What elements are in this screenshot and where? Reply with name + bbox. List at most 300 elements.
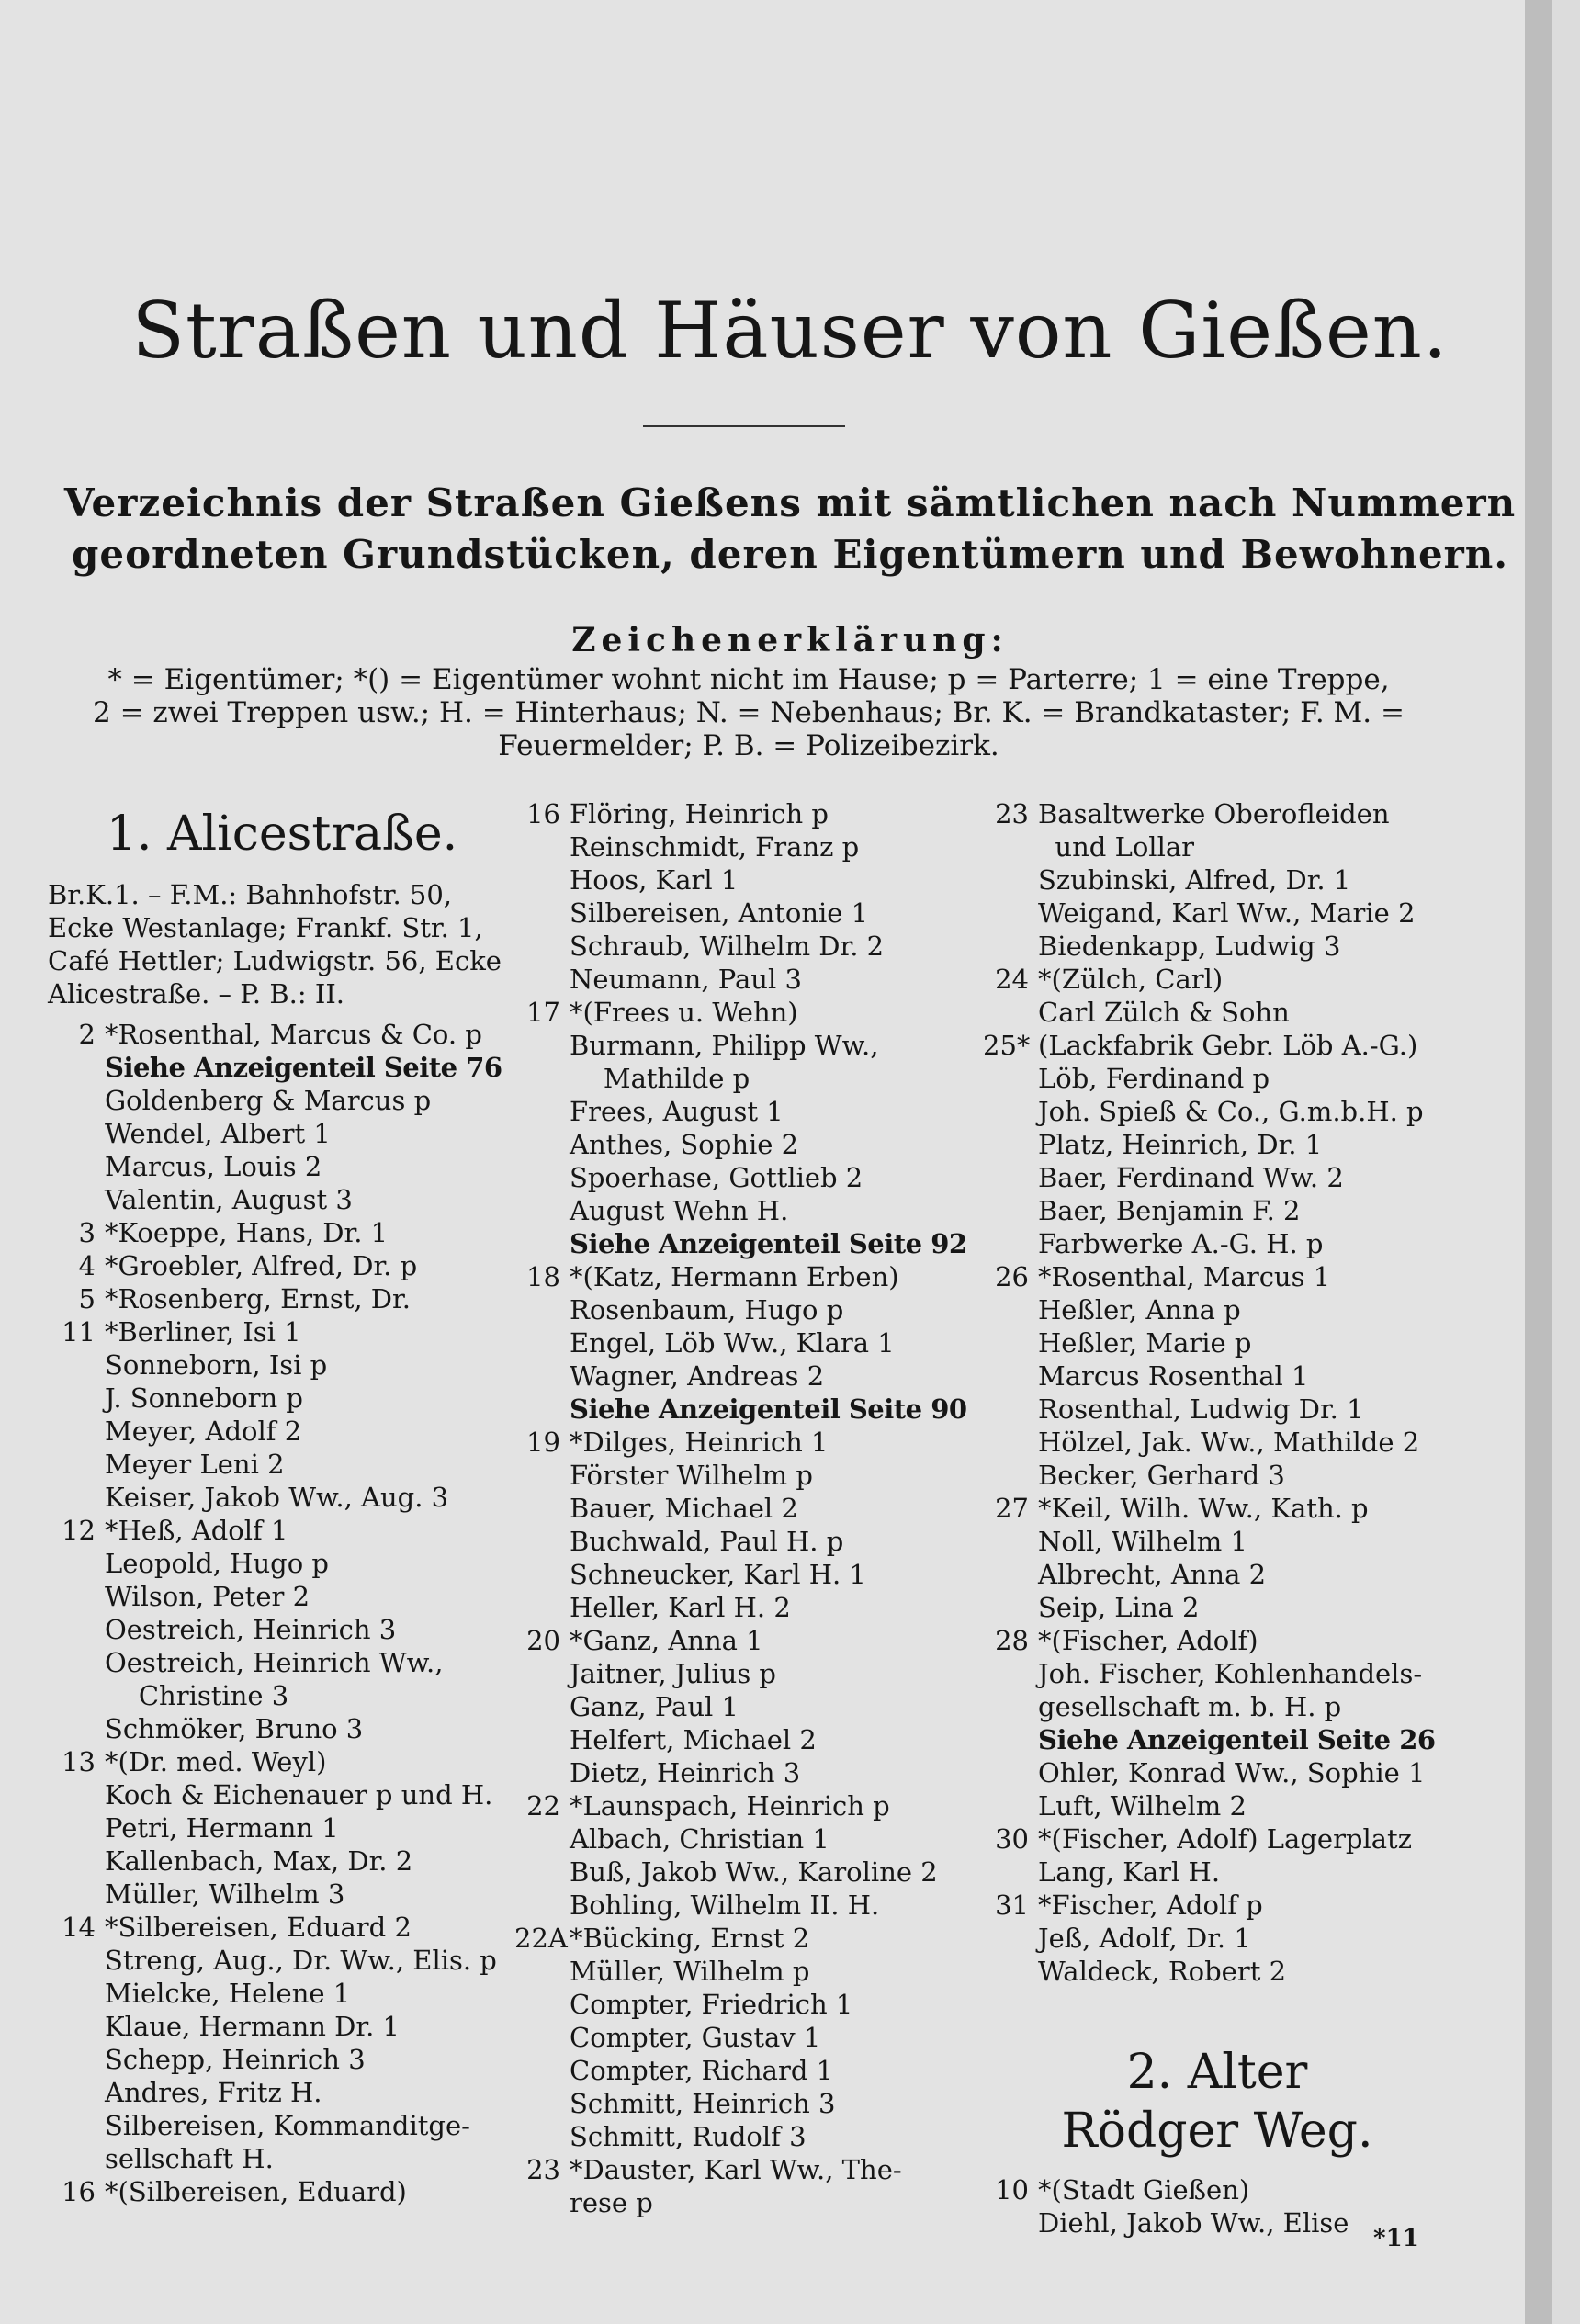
- entry-text: Marcus Rosenthal 1: [1038, 1360, 1309, 1392]
- section-title: [983, 2043, 1451, 2160]
- house-number: [514, 1194, 570, 1227]
- entry-text: Anthes, Sophie 2: [570, 1129, 799, 1160]
- house-number: [983, 1293, 1038, 1326]
- entry-text: *(Zülch, Carl): [1038, 964, 1224, 995]
- house-number: [983, 930, 1038, 963]
- entry-text: Neumann, Paul 3: [570, 964, 802, 995]
- directory-entry: [514, 1756, 983, 1789]
- directory-entry: [48, 1084, 516, 1117]
- directory-entry: [514, 1988, 983, 2021]
- entry-text: *Berliner, Isi 1: [105, 1316, 301, 1348]
- entry-text: Noll, Wilhelm 1: [1038, 1526, 1247, 1557]
- directory-entry: [514, 1789, 983, 1822]
- directory-entry: [983, 1029, 1451, 1062]
- directory-entry: [983, 1856, 1451, 1889]
- directory-entry: [514, 2054, 983, 2087]
- directory-entry: [514, 1095, 983, 1128]
- house-number: [983, 1657, 1038, 1690]
- section-title-line: Rödger Weg.: [1061, 2104, 1373, 2159]
- entry-text: Luft, Wilhelm 2: [1038, 1790, 1247, 1822]
- directory-entry: [983, 797, 1451, 830]
- entry-text: Compter, Richard 1: [570, 2055, 834, 2086]
- entry-text: Kallenbach, Max, Dr. 2: [105, 1845, 413, 1877]
- house-number: 31: [995, 1890, 1029, 1921]
- directory-entry: [514, 830, 983, 863]
- entry-text: Oestreich, Heinrich 3: [105, 1614, 397, 1645]
- house-number: [514, 1591, 570, 1624]
- directory-entry: [983, 1955, 1451, 1988]
- directory-entry: [983, 1359, 1451, 1393]
- directory-entry: [48, 1051, 516, 1084]
- directory-entry: [514, 1690, 983, 1723]
- entry-text: *Keil, Wilh. Ww., Kath. p: [1038, 1493, 1369, 1524]
- directory-entry: [983, 1095, 1451, 1128]
- directory-entry: [983, 930, 1451, 963]
- house-number: [514, 1558, 570, 1591]
- house-number: [48, 2142, 105, 2175]
- directory-entry: [983, 897, 1451, 930]
- entry-text: *Fischer, Adolf p: [1038, 1890, 1263, 1921]
- entry-text: Baer, Benjamin F. 2: [1038, 1195, 1301, 1226]
- entry-text: Löb, Ferdinand p: [1038, 1063, 1270, 1094]
- house-number: [514, 2186, 570, 2219]
- directory-entry: [514, 1459, 983, 1492]
- directory-entry: [983, 1756, 1451, 1789]
- directory-entry: [48, 2142, 516, 2175]
- house-number: [983, 830, 1038, 863]
- house-number: [48, 1448, 105, 1481]
- house-number: 11: [62, 1316, 96, 1348]
- directory-entry: [514, 1624, 983, 1657]
- entry-text: Ohler, Konrad Ww., Sophie 1: [1038, 1757, 1426, 1788]
- house-number: [514, 830, 570, 863]
- directory-entry: [514, 1558, 983, 1591]
- entry-text: *Groebler, Alfred, Dr. p: [105, 1250, 418, 1281]
- entry-text: Andres, Fritz H.: [105, 2077, 322, 2108]
- house-number: [514, 1822, 570, 1856]
- entry-text: Albach, Christian 1: [570, 1823, 830, 1855]
- entry-text: Farbwerke A.-G. H. p: [1038, 1228, 1324, 1259]
- directory-entry: [983, 1723, 1451, 1756]
- house-number: [514, 1459, 570, 1492]
- directory-entry: [983, 1128, 1451, 1161]
- entry-text: *Dauster, Karl Ww., The-: [570, 2154, 902, 2185]
- entry-text: Waldeck, Robert 2: [1038, 1956, 1287, 1987]
- entry-text: *Rosenberg, Ernst, Dr.: [105, 1283, 411, 1314]
- entry-text: Frees, August 1: [570, 1096, 784, 1127]
- entry-text: Meyer, Adolf 2: [105, 1416, 302, 1447]
- house-number: [514, 1657, 570, 1690]
- entry-text: und Lollar: [1038, 831, 1194, 863]
- entry-text: Baer, Ferdinand Ww. 2: [1038, 1162, 1344, 1193]
- directory-entry: [514, 2120, 983, 2153]
- entry-text: Müller, Wilhelm p: [570, 1956, 810, 1987]
- directory-entry: [48, 1613, 516, 1646]
- house-number: [48, 1613, 105, 1646]
- column-1: [48, 797, 516, 2208]
- house-number: [48, 1481, 105, 1514]
- house-number: [514, 1293, 570, 1326]
- directory-entry: [514, 797, 983, 830]
- directory-entry: [48, 1249, 516, 1282]
- entry-text: *Dilges, Heinrich 1: [570, 1427, 829, 1458]
- house-number: 28: [995, 1625, 1029, 1656]
- house-number: 20: [526, 1625, 560, 1656]
- directory-entry: [983, 996, 1451, 1029]
- house-number: [48, 1547, 105, 1580]
- house-number: [983, 1525, 1038, 1558]
- directory-entry: [514, 2021, 983, 2054]
- house-number: [48, 1183, 105, 1216]
- directory-entry: [983, 830, 1451, 863]
- subtitle-line: Verzeichnis der Straßen Gießens mit sämtlichen nach Nummern: [63, 480, 1517, 525]
- entry-text: Jeß, Adolf, Dr. 1: [1038, 1923, 1251, 1954]
- directory-entry: [983, 1293, 1451, 1326]
- entry-text: Heßler, Marie p: [1038, 1327, 1252, 1359]
- directory-entry: [514, 2153, 983, 2186]
- directory-entry: [514, 1293, 983, 1326]
- house-number: [48, 2043, 105, 2076]
- directory-entry: [48, 1547, 516, 1580]
- directory-entry: [983, 1690, 1451, 1723]
- house-number: [514, 930, 570, 963]
- house-number: [983, 1095, 1038, 1128]
- house-number: 16: [526, 798, 560, 829]
- house-number: 12: [62, 1515, 96, 1546]
- house-number: [48, 1778, 105, 1811]
- directory-entry: [514, 2186, 983, 2219]
- entry-text: *(Fischer, Adolf): [1038, 1625, 1258, 1656]
- house-number: [514, 1393, 570, 1426]
- entry-text: Silbereisen, Antonie 1: [570, 897, 869, 929]
- entry-text: Reinschmidt, Franz p: [570, 831, 860, 863]
- entry-text: Seip, Lina 2: [1038, 1592, 1200, 1623]
- directory-entry: [983, 1161, 1451, 1194]
- house-number: 4: [78, 1250, 96, 1281]
- entry-text: *Launspach, Heinrich p: [570, 1790, 890, 1822]
- entry-text: Lang, Karl H.: [1038, 1856, 1221, 1888]
- entry-text: Carl Zülch & Sohn: [1038, 997, 1290, 1028]
- directory-entry: [514, 1922, 983, 1955]
- entry-text: J. Sonneborn p: [105, 1382, 303, 1414]
- column-3: [983, 797, 1451, 2239]
- entry-text: Bauer, Michael 2: [570, 1493, 798, 1524]
- entry-text: Dietz, Heinrich 3: [570, 1757, 801, 1788]
- house-number: 26: [995, 1261, 1029, 1292]
- entry-list: [514, 797, 983, 2219]
- directory-entry: [48, 1977, 516, 2010]
- entry-text: *Silbereisen, Eduard 2: [105, 1912, 412, 1943]
- house-number: 25*: [983, 1030, 1031, 1061]
- directory-entry: [514, 2087, 983, 2120]
- directory-entry: [48, 1679, 516, 1712]
- directory-entry: [514, 1326, 983, 1359]
- house-number: [983, 1194, 1038, 1227]
- entry-list: [983, 797, 1451, 1988]
- entry-text: Müller, Wilhelm 3: [105, 1878, 345, 1910]
- house-number: [983, 1558, 1038, 1591]
- house-number: [48, 1811, 105, 1845]
- house-number: [983, 1393, 1038, 1426]
- house-number: [983, 996, 1038, 1029]
- directory-entry: [48, 1712, 516, 1745]
- entry-text: Diehl, Jakob Ww., Elise: [1038, 2207, 1349, 2239]
- house-number: [514, 2120, 570, 2153]
- page-folio: *11: [1373, 2225, 1419, 2252]
- page-title: Straßen und Häuser von Gießen.: [131, 286, 1449, 376]
- house-number: [514, 1856, 570, 1889]
- entry-text: Heßler, Anna p: [1038, 1294, 1241, 1326]
- entry-text: Engel, Löb Ww., Klara 1: [570, 1327, 895, 1359]
- directory-entry: [983, 863, 1451, 897]
- directory-entry: [48, 2076, 516, 2109]
- directory-entry: [48, 1348, 516, 1382]
- entry-text: Leopold, Hugo p: [105, 1548, 329, 1579]
- entry-text: gesellschaft m. b. H. p: [1038, 1691, 1342, 1722]
- house-number: [983, 863, 1038, 897]
- entry-text: *(Dr. med. Weyl): [105, 1746, 327, 1777]
- house-number: [983, 1591, 1038, 1624]
- house-number: [514, 1723, 570, 1756]
- entry-text: Silbereisen, Kommanditge-: [105, 2110, 470, 2141]
- directory-entry: [514, 930, 983, 963]
- directory-entry: [48, 2109, 516, 2142]
- entry-text: (Lackfabrik Gebr. Löb A.-G.): [1038, 1030, 1418, 1061]
- entry-text: Schmitt, Rudolf 3: [570, 2121, 807, 2152]
- directory-entry: [514, 1029, 983, 1062]
- directory-entry: [514, 1591, 983, 1624]
- house-number: [48, 1382, 105, 1415]
- house-number: [514, 1359, 570, 1393]
- house-number: [514, 1988, 570, 2021]
- entry-text: Compter, Gustav 1: [570, 2022, 821, 2053]
- legend-line: * = Eigentümer; *() = Eigentümer wohnt nicht im Hause; p = Parterre; 1 = eine Treppe,: [107, 663, 1390, 696]
- house-number: [48, 1051, 105, 1084]
- house-number: 30: [995, 1823, 1029, 1855]
- entry-text: Jaitner, Julius p: [570, 1658, 776, 1689]
- house-number: [48, 1878, 105, 1911]
- directory-entry: [48, 1646, 516, 1679]
- directory-entry: [983, 1922, 1451, 1955]
- entry-text: Keiser, Jakob Ww., Aug. 3: [105, 1482, 449, 1513]
- house-number: 18: [526, 1261, 560, 1292]
- directory-entry: [983, 1393, 1451, 1426]
- entry-text: Platz, Heinrich, Dr. 1: [1038, 1129, 1323, 1160]
- entry-text: Mielcke, Helene 1: [105, 1978, 351, 2009]
- house-number: [514, 1095, 570, 1128]
- directory-entry: [514, 1260, 983, 1293]
- directory-entry: [514, 996, 983, 1029]
- directory-entry: [514, 1889, 983, 1922]
- house-number: [983, 1359, 1038, 1393]
- house-number: [983, 1856, 1038, 1889]
- entry-text: Siehe Anzeigenteil Seite 76: [105, 1052, 502, 1083]
- entry-text: Biedenkapp, Ludwig 3: [1038, 931, 1341, 962]
- house-number: [48, 2109, 105, 2142]
- house-number: [983, 1227, 1038, 1260]
- legend-text: [46, 663, 1451, 762]
- house-number: [48, 1944, 105, 1977]
- house-number: 5: [78, 1283, 96, 1314]
- column-2: [514, 797, 983, 2219]
- house-number: 27: [995, 1493, 1029, 1524]
- directory-entry: [48, 1382, 516, 1415]
- house-number: [514, 863, 570, 897]
- directory-entry: [48, 1415, 516, 1448]
- entry-text: Weigand, Karl Ww., Marie 2: [1038, 897, 1416, 929]
- entry-text: Förster Wilhelm p: [570, 1460, 813, 1491]
- directory-entry: [983, 1789, 1451, 1822]
- house-number: [48, 1117, 105, 1150]
- house-number: [983, 1756, 1038, 1789]
- entry-text: Burmann, Philipp Ww.,: [570, 1030, 879, 1061]
- house-number: [48, 2010, 105, 2043]
- entry-text: Bohling, Wilhelm II. H.: [570, 1890, 880, 1921]
- directory-entry: [48, 1745, 516, 1778]
- house-number: 3: [78, 1217, 96, 1248]
- directory-entry: [48, 2010, 516, 2043]
- entry-text: Ganz, Paul 1: [570, 1691, 739, 1722]
- house-number: 22A: [514, 1923, 568, 1954]
- house-number: [983, 1128, 1038, 1161]
- entry-text: Albrecht, Anna 2: [1038, 1559, 1267, 1590]
- directory-entry: [48, 1481, 516, 1514]
- directory-entry: [983, 1558, 1451, 1591]
- directory-entry: [48, 1811, 516, 1845]
- house-number: [514, 897, 570, 930]
- house-number: 10: [995, 2174, 1029, 2206]
- entry-text: Hölzel, Jak. Ww., Mathilde 2: [1038, 1427, 1420, 1458]
- directory-entry: [514, 1359, 983, 1393]
- directory-entry: [514, 897, 983, 930]
- entry-text: Helfert, Michael 2: [570, 1724, 817, 1755]
- house-number: [514, 1029, 570, 1062]
- entry-text: Oestreich, Heinrich Ww.,: [105, 1647, 444, 1678]
- directory-entry: [48, 1911, 516, 1944]
- directory-entry: [514, 963, 983, 996]
- directory-entry: [514, 1062, 983, 1095]
- house-number: [48, 1580, 105, 1613]
- directory-entry: [514, 1657, 983, 1690]
- house-number: 17: [526, 997, 560, 1028]
- house-number: [514, 1062, 570, 1095]
- directory-entry: [983, 1062, 1451, 1095]
- entry-text: sellschaft H.: [105, 2143, 274, 2174]
- entry-text: Buchwald, Paul H. p: [570, 1526, 844, 1557]
- entry-text: Basaltwerke Oberofleiden: [1038, 798, 1390, 829]
- entry-text: *(Katz, Hermann Erben): [570, 1261, 899, 1292]
- entry-text: Valentin, August 3: [105, 1184, 353, 1215]
- house-number: 23: [526, 2154, 560, 2185]
- directory-entry: [983, 1822, 1451, 1856]
- directory-entry: [48, 1282, 516, 1315]
- entry-text: Heller, Karl H. 2: [570, 1592, 791, 1623]
- directory-entry: [983, 1525, 1451, 1558]
- house-number: 23: [995, 798, 1029, 829]
- entry-text: Christine 3: [105, 1680, 289, 1711]
- directory-entry: [514, 863, 983, 897]
- house-number: [514, 1889, 570, 1922]
- entry-text: Rosenthal, Ludwig Dr. 1: [1038, 1393, 1364, 1425]
- entry-text: Joh. Spieß & Co., G.m.b.H. p: [1038, 1096, 1424, 1127]
- entry-text: Compter, Friedrich 1: [570, 1989, 853, 2020]
- entry-text: Goldenberg & Marcus p: [105, 1085, 432, 1116]
- house-number: [983, 1326, 1038, 1359]
- entry-text: *(Silbereisen, Eduard): [105, 2176, 407, 2207]
- entry-text: *(Fischer, Adolf) Lagerplatz: [1038, 1823, 1412, 1855]
- entry-text: Schmöker, Bruno 3: [105, 1713, 364, 1744]
- directory-entry: [48, 1216, 516, 1249]
- house-number: [514, 1227, 570, 1260]
- directory-entry: [48, 1878, 516, 1911]
- house-number: [514, 963, 570, 996]
- directory-entry: [983, 2173, 1451, 2206]
- house-number: [514, 2021, 570, 2054]
- entry-text: Becker, Gerhard 3: [1038, 1460, 1285, 1491]
- directory-entry: [514, 1856, 983, 1889]
- entry-text: *(Stadt Gießen): [1038, 2174, 1250, 2206]
- house-number: 24: [995, 964, 1029, 995]
- house-number: [514, 1955, 570, 1988]
- directory-entry: [514, 1426, 983, 1459]
- house-number: [983, 1922, 1038, 1955]
- directory-entry: [514, 1227, 983, 1260]
- directory-entry: [48, 1514, 516, 1547]
- entry-text: Buß, Jakob Ww., Karoline 2: [570, 1856, 938, 1888]
- directory-entry: [514, 1723, 983, 1756]
- house-number: [983, 1426, 1038, 1459]
- house-number: 2: [78, 1019, 96, 1050]
- house-number: [48, 1679, 105, 1712]
- house-number: 19: [526, 1427, 560, 1458]
- entry-text: *Bücking, Ernst 2: [570, 1923, 810, 1954]
- directory-entry: [48, 1448, 516, 1481]
- entry-text: *Rosenthal, Marcus 1: [1038, 1261, 1331, 1292]
- entry-text: Siehe Anzeigenteil Seite 26: [1038, 1724, 1436, 1755]
- house-number: [983, 1161, 1038, 1194]
- entry-text: Marcus, Louis 2: [105, 1151, 322, 1182]
- directory-entry: [983, 1260, 1451, 1293]
- subtitle: [37, 478, 1543, 581]
- house-number: [983, 1459, 1038, 1492]
- directory-entry: [514, 1525, 983, 1558]
- house-number: [983, 897, 1038, 930]
- entry-text: Wagner, Andreas 2: [570, 1360, 825, 1392]
- directory-entry: [514, 1393, 983, 1426]
- entry-text: Schmitt, Heinrich 3: [570, 2088, 836, 2119]
- house-number: [48, 1977, 105, 2010]
- entry-text: rese p: [570, 2187, 653, 2218]
- directory-entry: [514, 1194, 983, 1227]
- entry-text: *(Frees u. Wehn): [570, 997, 798, 1028]
- directory-entry: [48, 1845, 516, 1878]
- directory-entry: [514, 1128, 983, 1161]
- house-number: [48, 1415, 105, 1448]
- house-number: [983, 1723, 1038, 1756]
- entry-text: *Rosenthal, Marcus & Co. p: [105, 1019, 482, 1050]
- entry-text: Hoos, Karl 1: [570, 864, 739, 896]
- directory-entry: [48, 1944, 516, 1977]
- house-number: [514, 1161, 570, 1194]
- directory-entry: [514, 1955, 983, 1988]
- entry-text: Schraub, Wilhelm Dr. 2: [570, 931, 885, 962]
- directory-entry: [983, 1459, 1451, 1492]
- directory-entry: [48, 1150, 516, 1183]
- house-number: [48, 1845, 105, 1878]
- house-number: [983, 1062, 1038, 1095]
- legend-heading: Zeichenerklärung:: [571, 621, 1009, 660]
- entry-text: Sonneborn, Isi p: [105, 1349, 328, 1381]
